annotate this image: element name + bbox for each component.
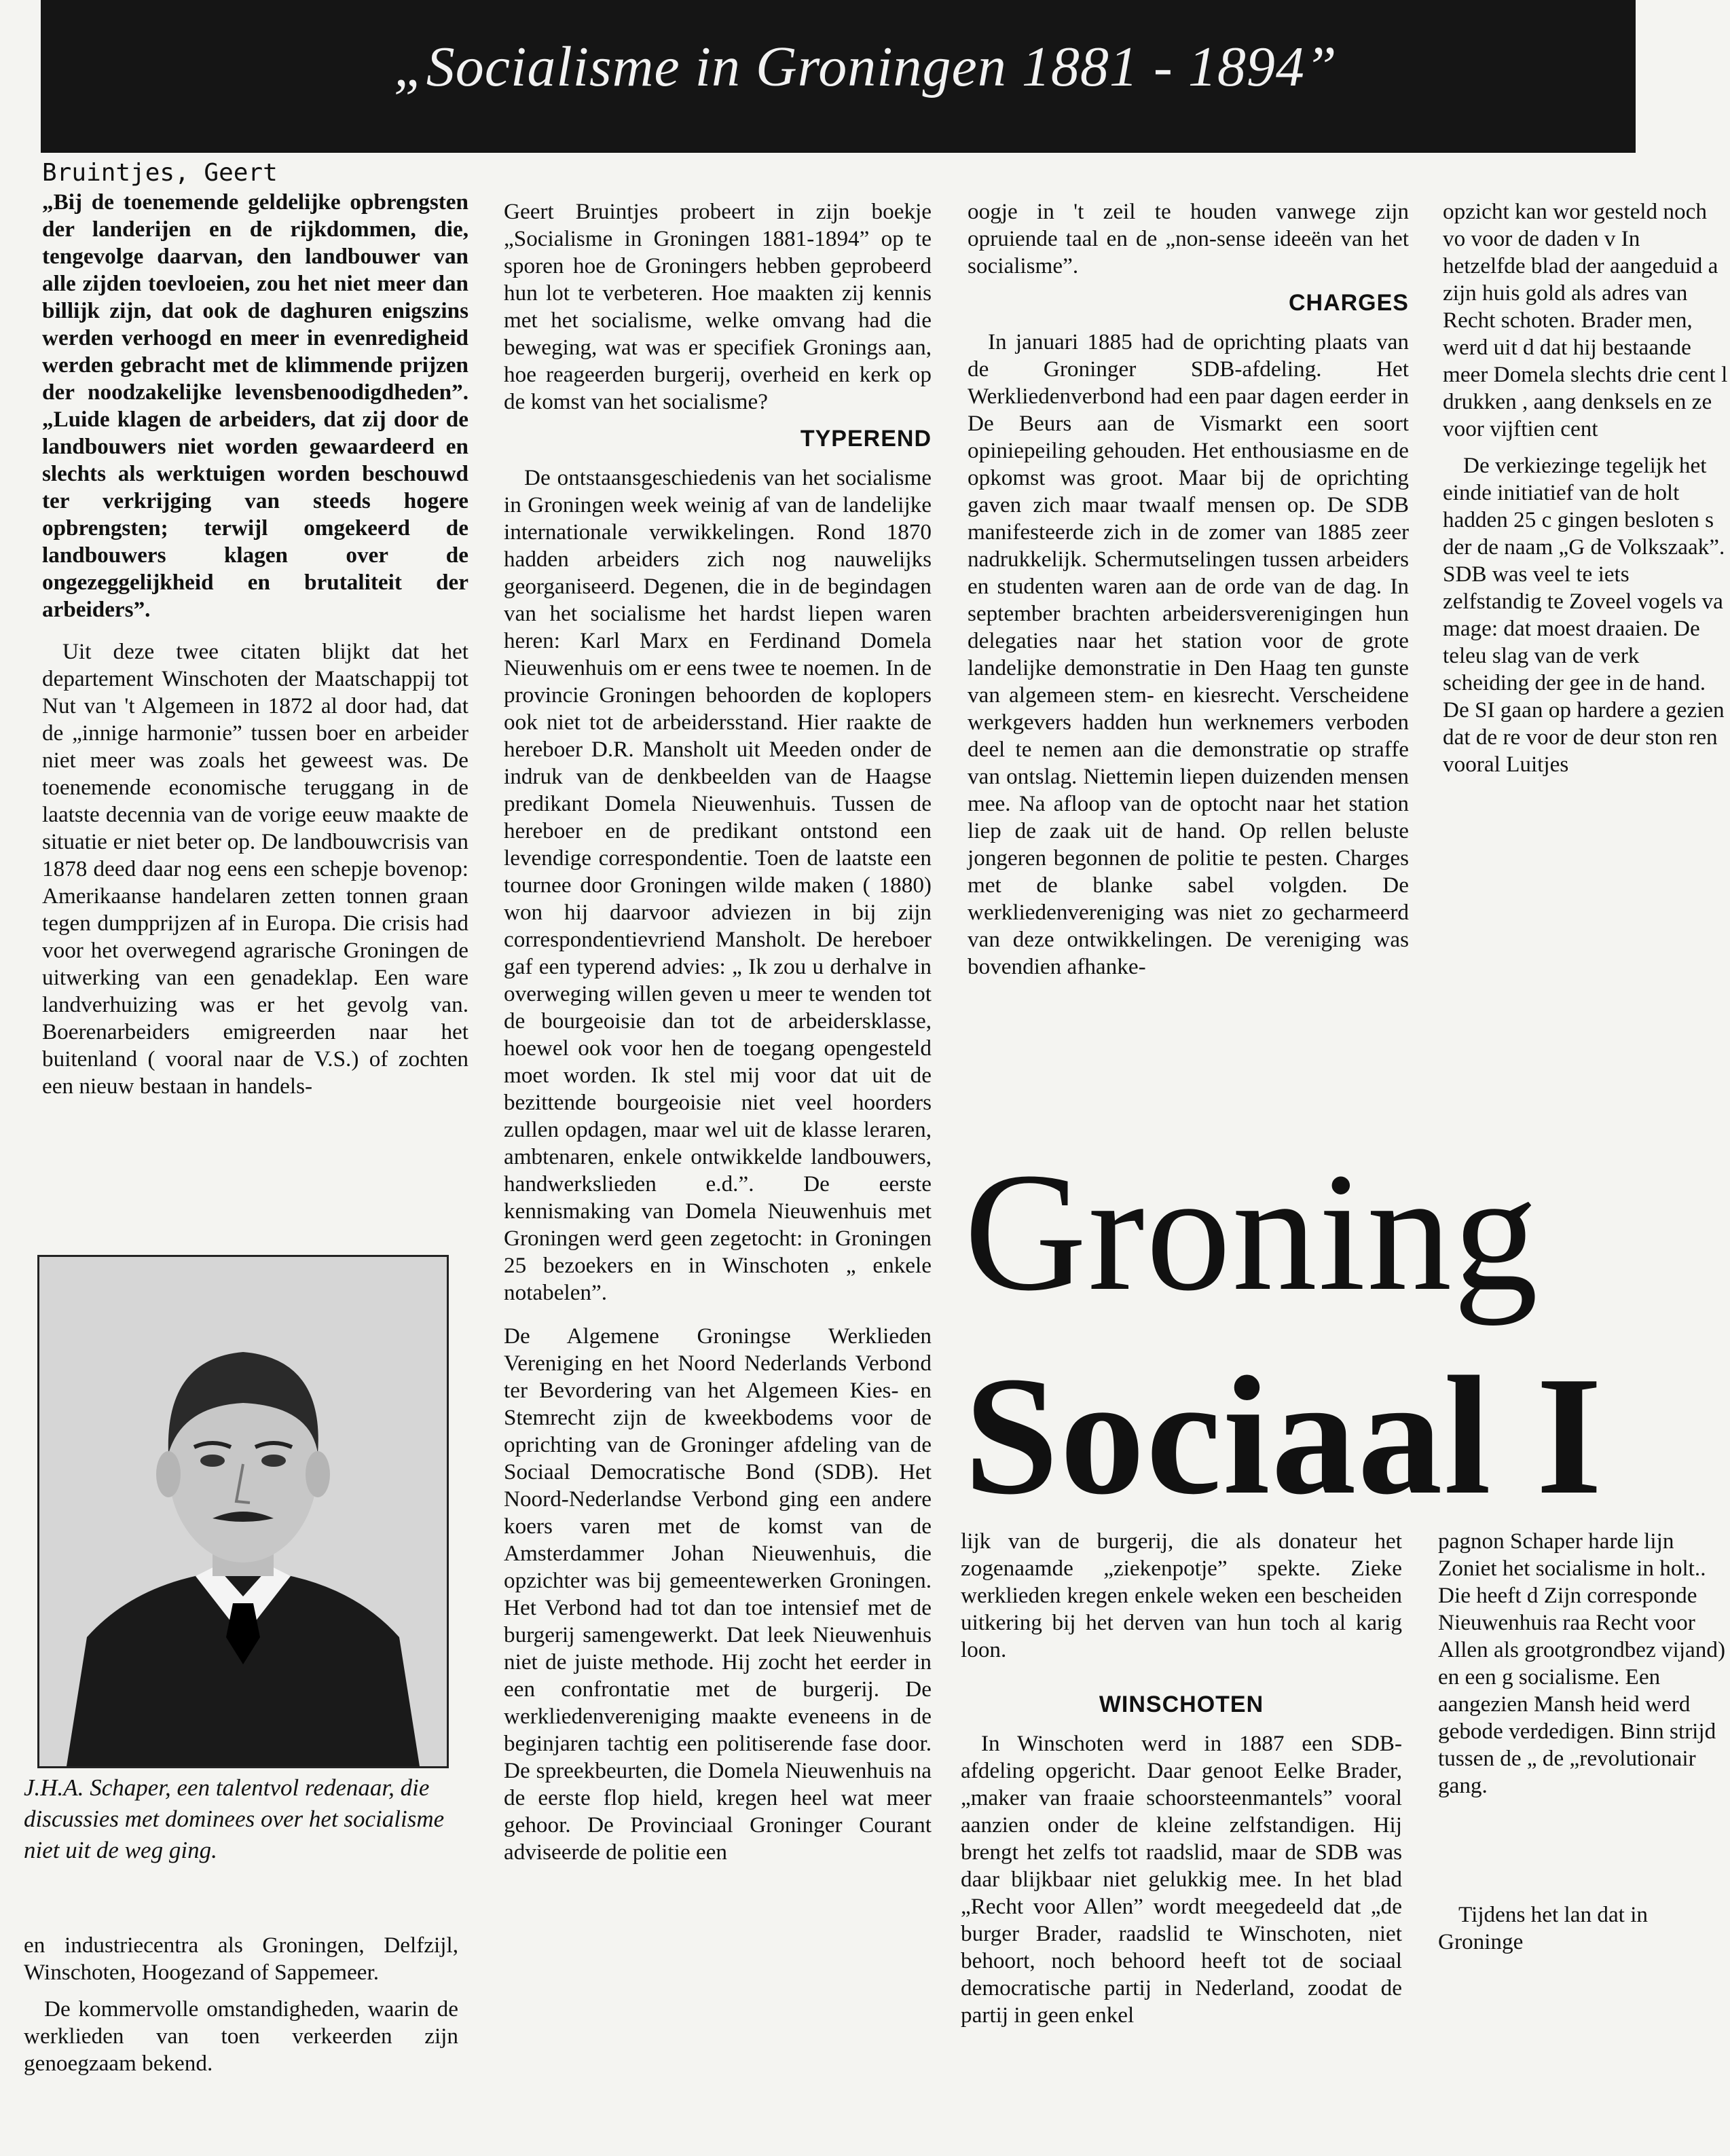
portrait-image xyxy=(39,1257,447,1766)
col2-paragraph-2: De ontstaansgeschiedenis van het socialisme in Groningen week weinig af van de landelijke internationale verwikkelingen. Rond 1870 hadden arbeiders zich nog nauwelijks georganiseerd. Degenen, die in de begindagen van het socialisme het hardst liepen waren heren: Karl Marx en Ferdinand Domela Nieuwenhuis om er eens twee te noemen. In de provincie Groningen behoorden de koplopers ook niet tot de arbeidersstand. Hier raakte de hereboer D.R. Mansholt uit Meeden onder de indruk van de denkbeelden van de Haagse predikant Domela Nieuwenhuis. Tussen de hereboer en de predikant ontstond een levendige correspondentie. Toen de laatste een tournee door Groningen wilde maken ( 1880) won hij daarvoor adviezen in bij zijn correspondentievriend Mansholt. De hereboer gaf een typerend advies: „ Ik zou u derhalve in overweging willen geven u meer te wenden tot de bourgeoisie dan tot de arbeidersklasse, hoewel ook voor hen de toegang opengesteld moet worden. Ik stel mij voor dat uit de bezittende bourgeoisie niet veel hoorders zullen opdagen, maar wel uit de klasse leraren, ambtenaren, enkele ontwikkelde landbouwers, handwerkslieden e.d.”. De eerste kennismaking van Domela Nieuwenhuis met Groningen werd geen zegetocht: in Groningen 25 bezoekers en in Winschoten „ enkele notabelen”. xyxy=(504,465,932,1305)
column-1-lower xyxy=(24,1932,458,2149)
col4-paragraph-4: Tijdens het lan dat in Groninge xyxy=(1438,1902,1649,1954)
col3-paragraph-2: In januari 1885 had de oprichting plaats van de Groninger SDB-afdeling. Het Werkliedenverbond had een paar dagen eerder in De Beurs aan de Vismarkt een soort opiniepeiling gehouden. Het enthousiasme en de opkomst was groot. Maar bij de oprichting gaven zich maar twaalf mensen op. De SDB manifesteerde zich in de zomer van 1885 zeer nadrukkelijk. Schermutselingen tussen arbeiders en studenten waren aan de orde van de dag. In september brachten arbeidersverenigingen hun delegaties naar het station voor de grote landelijke demonstratie in Den Haag ten gunste van algemeen stem- en kiesrecht. Verscheidene werkgevers hadden hun werknemers verboden deel te nemen aan die demonstratie op straffe van ontslag. Niettemin liepen duizenden mensen mee. Na afloop van de optocht naar het station liep de zaak uit de hand. Op rellen beluste jongeren begonnen de politie te pesten. Charges met de blanke sabel volgden. De werkliedenvereniging was niet zo gecharmeerd van deze ontwikkelingen. De vereniging was bovendien afhanke- xyxy=(968,329,1409,979)
headline-line-1: Groning xyxy=(964,1138,1540,1326)
col1-paragraph-3: De kommervolle omstandigheden, waarin de werklieden van toen verkeerden zijn genoegzaam bekend. xyxy=(24,1996,458,2076)
subhead-charges: CHARGES xyxy=(1288,290,1409,316)
col4-paragraph-2: De verkiezinge tegelijk het einde initiatief van de holt hadden 25 c gingen besloten s der de naam „G de Volkszaak”. SDB was veel te iets zelfstandig te Zoveel vogels va mage: dat moest draaien. De teleu slag van de verk scheiding der gee in de hand. De SI gaan op hardere a gezien dat de re voor de deur ston ren vooral Luitjes xyxy=(1443,453,1725,777)
col3-paragraph-3: lijk van de burgerij, die als donateur het zogenaamde „ziekenpotje” spekte. Zieke werklieden kregen enkele weken een bescheiden uitkering bij het derven van hun toch al karig loon. xyxy=(961,1529,1402,1662)
portrait-photo xyxy=(37,1255,449,1768)
col2-paragraph-1: Geert Bruintjes probeert in zijn boekje „Socialisme in Groningen 1881-1894” op te sporen hoe de Groningers hebben geprobeerd hun lot te verbeteren. Hoe maakten zij kennis met het socialisme, welke omvang had die beweging, wat was er specifiek Gronings aan, hoe reageerden burgerij, overheid en kerk op de komst van het socialisme? xyxy=(504,199,932,414)
subhead-typerend: TYPEREND xyxy=(800,426,932,452)
col1-paragraph-1: Uit deze twee citaten blijkt dat het departement Winschoten der Maatschappij tot Nut van 't Algemeen in 1872 al door had, dat de „innige harmonie” tussen boer en arbeider niet meer was zoals het geweest was. De toenemende economische teruggang in de laatste decennia van de vorige eeuw maakte de situatie er niet beter op. De landbouwcrisis van 1878 deed daar nog eens een schepje bovenop: Amerikaanse handelaren zetten tonnen graan tegen dumpprijzen af in Europa. Die crisis had voor het overwegend agrarische Groningen de uitwerking van een genadeklap. Een ware landverhuizing was er het gevolg van. Boerenarbeiders emigreerden naar het buitenland ( vooral naar de V.S.) of zochten een nieuw bestaan in handels- xyxy=(42,639,468,1099)
title-banner xyxy=(41,0,1636,153)
column-4-lower xyxy=(1438,1528,1726,2153)
col2-paragraph-3: De Algemene Groningse Werklieden Vereniging en het Noord Nederlands Verbond ter Bevordering van het Algemeen Kies- en Stemrecht zijn de kweekbodems voor de oprichting van de Groninger afdeling van de Sociaal Democratische Bond (SDB). Het Noord-Nederlandse Verbond ging een andere koers varen met de komst van de Amsterdammer Johan Nieuwenhuis, die opzichter was bij gemeentewerken Groningen. Het Verbond had tot dan toe intensief met de burgerij samengewerkt. Dat leek Nieuwenhuis niet de juiste methode. Hij zocht het eerder in een confrontatie met de burgerij. De werkliedenvereniging maakte eveneens in de beginjaren tachtig een politiserende fase door. De spreekbeurten, die Domela Nieuwenhuis na de eerste flop hield, kregen heel wat meer gehoor. De Provinciaal Groninger Courant adviseerde de politie een xyxy=(504,1323,932,1865)
col1-paragraph-2: en industriecentra als Groningen, Delfzijl, Winschoten, Hoogezand of Sappemeer. xyxy=(24,1933,458,1985)
column-2 xyxy=(504,198,932,2154)
headline-line-2: Sociaal I xyxy=(964,1342,1604,1530)
column-4 xyxy=(1443,198,1728,1135)
column-3 xyxy=(968,198,1409,1135)
photo-caption: J.H.A. Schaper, een talentvol redenaar, die discussies met dominees over het socialisme niet uit de weg ging. xyxy=(24,1774,445,1863)
subhead-winschoten: WINSCHOTEN xyxy=(1099,1692,1264,1717)
col4-paragraph-1: opzicht kan wor gesteld noch vo voor de daden v In hetzelfde blad der aangeduid a zijn huis gold als adres van Recht schoten. Brader men, werd uit d dat hij bestaande meer Domela slechts drie cent l drukken , aang denksels en ze voor vijftien cent xyxy=(1443,199,1728,441)
col3-paragraph-4: In Winschoten werd in 1887 een SDB-afdeling opgericht. Daar genoot Eelke Brader, „maker van fraaie schoorsteenmantels” vooral aanzien onder de kleine zelfstandigen. Hij brengt het zelfs tot raadslid, maar de SDB was daar blijkbaar niet gelukkig mee. In het blad „Recht voor Allen” wordt meegedeeld dat „de burger Brader, raadslid te Winschoten, niet behoort, noch behoord heeft tot de sociaal democratische partij in Nederland, zoodat de partij in geen enkel xyxy=(961,1731,1402,2028)
opening-quote: „Bij de toenemende geldelijke opbrengsten der landerijen en de rijkdommen, die, tengevolge daarvan, den landbouwer van alle zijden toevloeien, zou het niet meer dan billijk zijn, dat ook de daghuren enigszins werden verhoogd en meer in evenredigheid werden gebracht met de klimmende prijzen der noodzakelijke levensbenoodigdheden”. „Luide klagen de arbeiders, dat zij door de landbouwers niet worden gewaardeerd en slechts als werktuigen worden beschouwd ter verkrijging van steeds hogere opbrengsten; terwijl omgekeerd de landbouwers klagen over de ongezeggelijkheid en brutaliteit der arbeiders”. xyxy=(42,189,468,622)
article-title: „Socialisme in Groningen 1881 - 1894” xyxy=(394,35,1338,98)
column-1 xyxy=(42,189,468,1221)
col4-paragraph-3: pagnon Schaper harde lijn Zoniet het socialisme in holt.. Die heeft d Zijn corresponde Nieuwenhuis raa Recht voor Allen als grootgrondbez vijand) en een g socialisme. Een aangezien Mansh heid werd gebode verdedigen. Binn strijd tussen de „ de „revolutionair gang. xyxy=(1438,1529,1726,1798)
col3-paragraph-1: oogje in 't zeil te houden vanwege zijn opruiende taal en de „non-sense ideeën van het socialisme”. xyxy=(968,199,1409,278)
byline: Bruintjes, Geert xyxy=(42,159,278,187)
column-3-lower xyxy=(961,1528,1402,2153)
